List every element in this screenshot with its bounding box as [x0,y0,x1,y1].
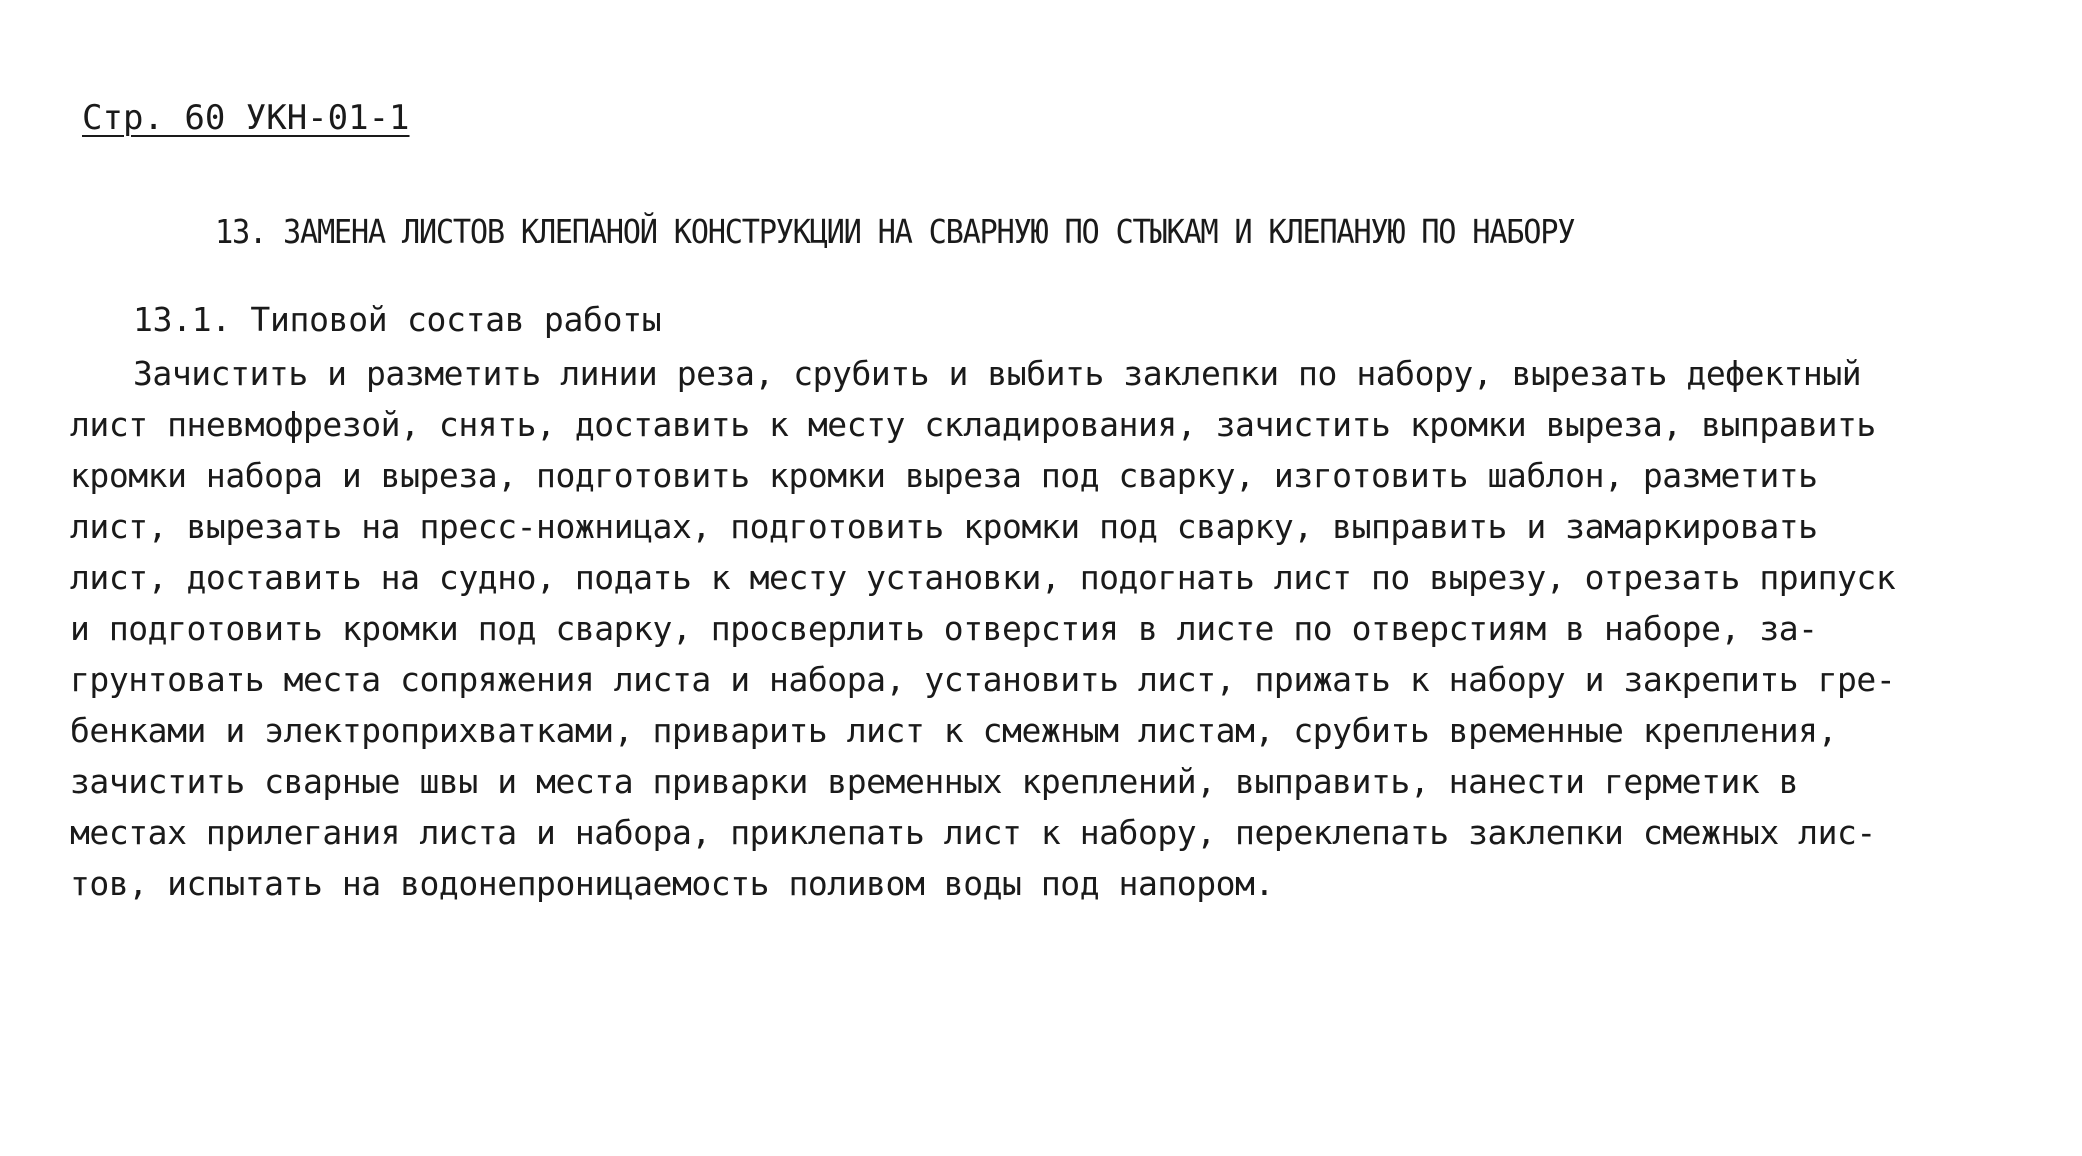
body-line: бенками и электроприхватками, приварить лист к смежным листам, срубить временные крепления, [70,711,1838,750]
body-line: кромки набора и выреза, подготовить кромки выреза под сварку, изготовить шаблон, разметить [70,456,1818,495]
body-line: и подготовить кромки под сварку, просверлить отверстия в листе по отверстиям в наборе, за- [70,609,1818,648]
page-reference: Стр. 60 УКН-01-1 [82,98,410,138]
body-line: лист пневмофрезой, снять, доставить к месту складирования, зачистить кромки выреза, выправить [70,405,1876,444]
body-line: зачистить сварные швы и места приварки временных креплений, выправить, нанести герметик в [70,762,1799,801]
body-line: лист, вырезать на пресс-ножницах, подготовить кромки под сварку, выправить и замаркировать [70,507,1818,546]
body-line: грунтовать места сопряжения листа и набора, установить лист, прижать к набору и закрепить гре- [70,660,1896,699]
section-heading: 13. ЗАМЕНА ЛИСТОВ КЛЕПАНОЙ КОНСТРУКЦИИ НА СВАРНУЮ ПО СТЫКАМ И КЛЕПАНУЮ ПО НАБОРУ [215,212,1575,251]
body-line: лист, доставить на судно, подать к месту установки, подогнать лист по вырезу, отрезать припуск [70,558,1896,597]
body-line: местах прилегания листа и набора, приклепать лист к набору, переклепать заклепки смежных лис- [70,813,1876,852]
body-paragraph [70,348,2030,909]
body-line: тов, испытать на водонепроницаемость поливом воды под напором. [70,864,1274,903]
subsection-title: 13.1. Типовой состав работы [133,300,662,339]
body-line: Зачистить и разметить линии реза, срубить и выбить заклепки по набору, вырезать дефектный [133,354,1862,393]
